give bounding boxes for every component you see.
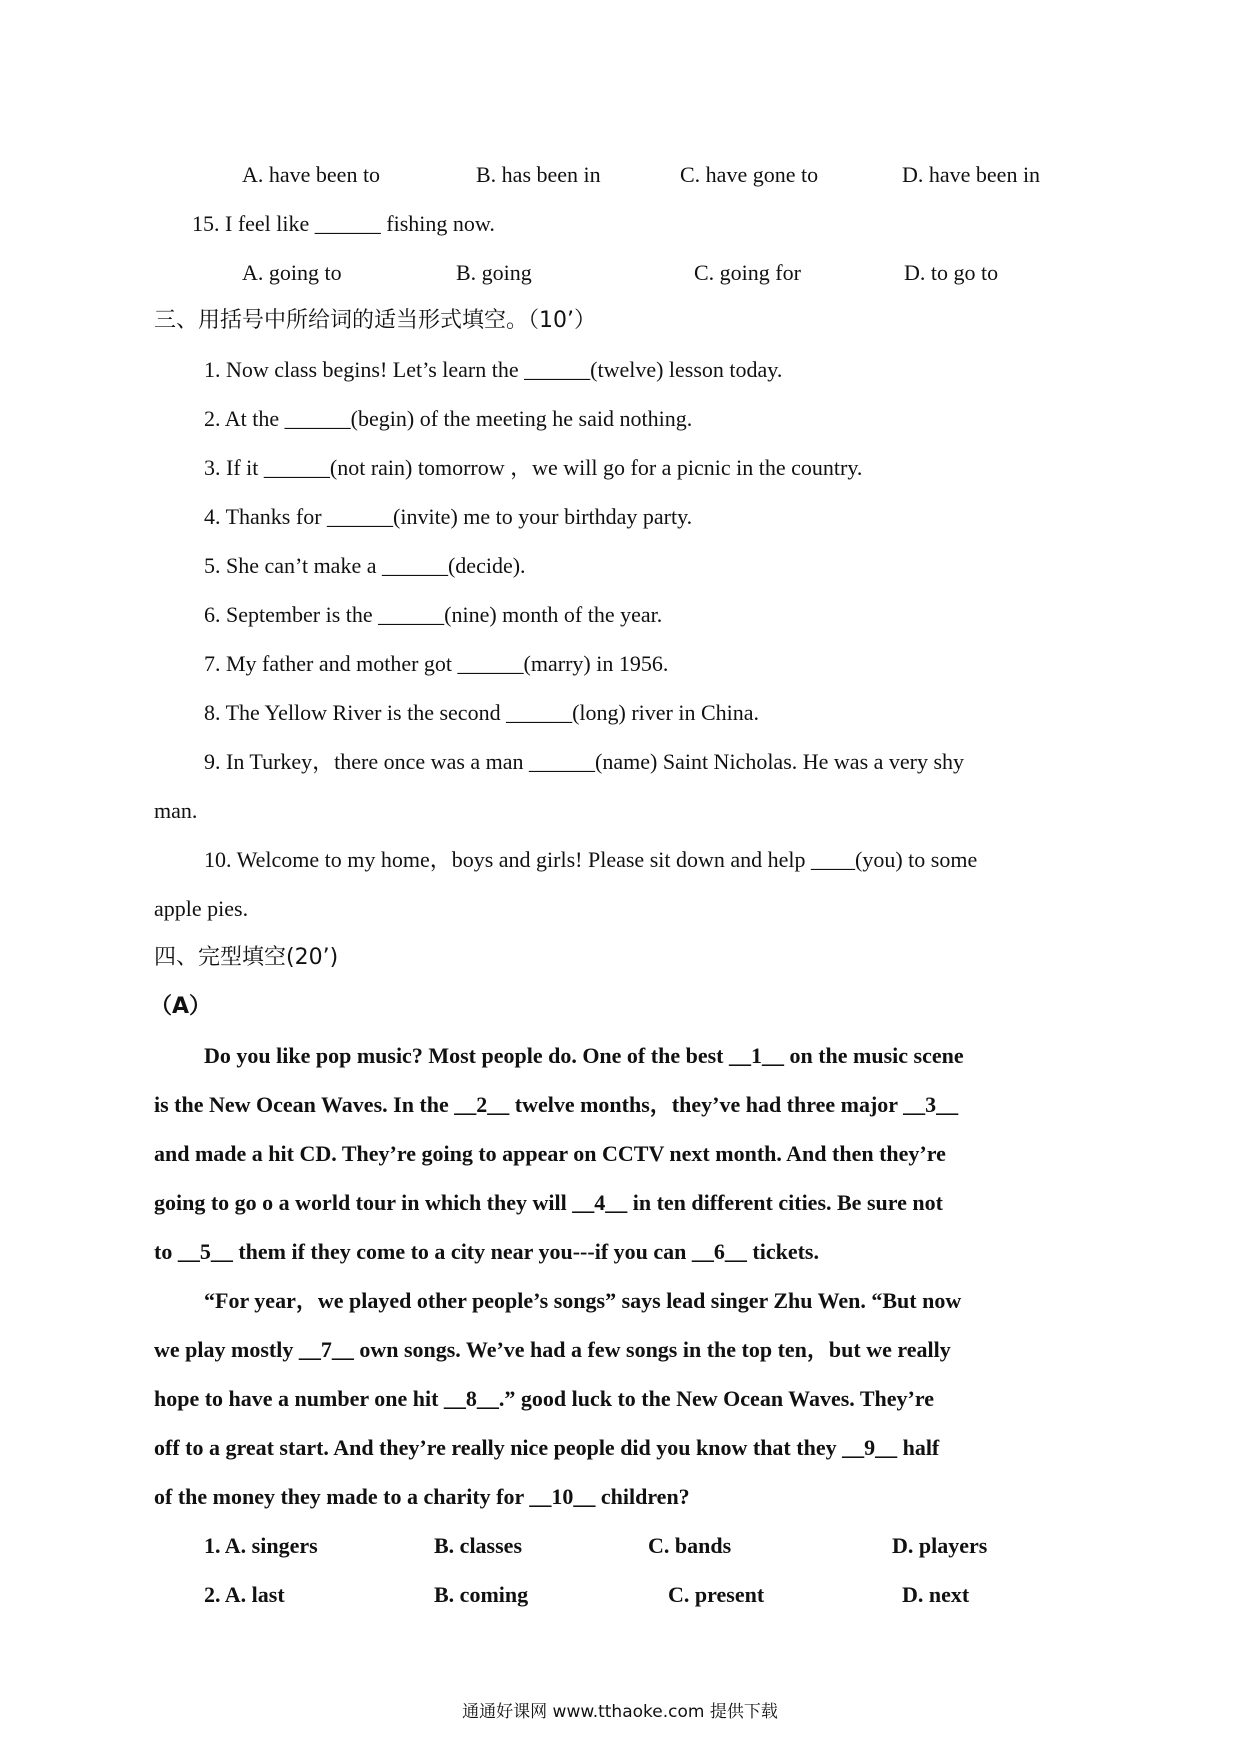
- passage-line: hope to have a number one hit __8__.” good luck to the New Ocean Waves. They’re: [154, 1386, 935, 1411]
- section4-part-label: （A）: [150, 994, 212, 1019]
- passage-line: Do you like pop music? Most people do. One of the best __1__ on the music scene: [204, 1043, 964, 1068]
- passage-line: going to go o a world tour in which they will __4__ in ten different cities. Be sure not: [154, 1190, 943, 1215]
- section3-item-4: 4. Thanks for ______(invite) me to your birthday party.: [204, 504, 693, 529]
- passage-line: we play mostly __7__ own songs. We’ve had a few songs in the top ten，but we really: [154, 1337, 951, 1362]
- q14-option-b: B. has been in: [476, 162, 601, 187]
- section3-item-6: 6. September is the ______(nine) month of the year.: [204, 602, 663, 627]
- section3-item-5: 5. She can’t make a ______(decide).: [204, 553, 526, 578]
- section3-item-3: 3. If it ______(not rain) tomorrow ，we will go for a picnic in the country.: [204, 455, 863, 480]
- q15-option-d: D. to go to: [904, 260, 999, 285]
- cloze-q2-option-c: C. present: [668, 1582, 765, 1607]
- passage-line: off to a great start. And they’re really nice people did you know that they __9__ half: [154, 1435, 940, 1460]
- section3-item-10: 10. Welcome to my home，boys and girls! Please sit down and help ____(you) to some: [204, 847, 978, 872]
- cloze-q2-option-a: 2. A. last: [204, 1582, 285, 1607]
- section3-item-9-cont: man.: [154, 798, 198, 823]
- passage-line: of the money they made to a charity for __10__ children?: [154, 1484, 690, 1509]
- cloze-q2-option-b: B. coming: [434, 1582, 529, 1607]
- section3-item-8: 8. The Yellow River is the second ______(long) river in China.: [204, 700, 760, 725]
- section3-item-10-cont: apple pies.: [154, 896, 249, 921]
- q14-option-c: C. have gone to: [680, 162, 819, 187]
- cloze-q2-option-d: D. next: [902, 1582, 970, 1607]
- section3-item-7: 7. My father and mother got ______(marry) in 1956.: [204, 651, 669, 676]
- section3-item-2: 2. At the ______(begin) of the meeting he said nothing.: [204, 406, 693, 431]
- q15-option-b: B. going: [456, 260, 532, 285]
- q14-option-d: D. have been in: [902, 162, 1041, 187]
- q14-option-a: A. have been to: [242, 162, 381, 187]
- cloze-q1-option-d: D. players: [892, 1533, 988, 1558]
- passage-line: is the New Ocean Waves. In the __2__ twelve months，they’ve had three major __3__: [154, 1092, 959, 1117]
- section4-heading: 四、完型填空(20’): [154, 945, 339, 970]
- q15-stem: 15. I feel like ______ fishing now.: [192, 211, 495, 236]
- passage-line: “For year，we played other people’s songs” says lead singer Zhu Wen. “But now: [204, 1288, 962, 1313]
- cloze-q1-option-b: B. classes: [434, 1533, 522, 1558]
- q15-option-a: A. going to: [242, 260, 342, 285]
- q15-option-c: C. going for: [694, 260, 801, 285]
- section3-item-1: 1. Now class begins! Let’s learn the ______(twelve) lesson today.: [204, 357, 783, 382]
- cloze-q1-option-a: 1. A. singers: [204, 1533, 318, 1558]
- page-footer: 通通好课网 www.tthaoke.com 提供下载: [462, 1702, 778, 1722]
- passage-line: and made a hit CD. They’re going to appear on CCTV next month. And then they’re: [154, 1141, 946, 1166]
- section3-item-9: 9. In Turkey，there once was a man ______(name) Saint Nicholas. He was a very shy: [204, 749, 965, 774]
- section3-heading: 三、用括号中所给词的适当形式填空。（10’）: [154, 308, 596, 333]
- passage-line: to __5__ them if they come to a city near you---if you can __6__ tickets.: [154, 1239, 819, 1264]
- cloze-q1-option-c: C. bands: [648, 1533, 732, 1558]
